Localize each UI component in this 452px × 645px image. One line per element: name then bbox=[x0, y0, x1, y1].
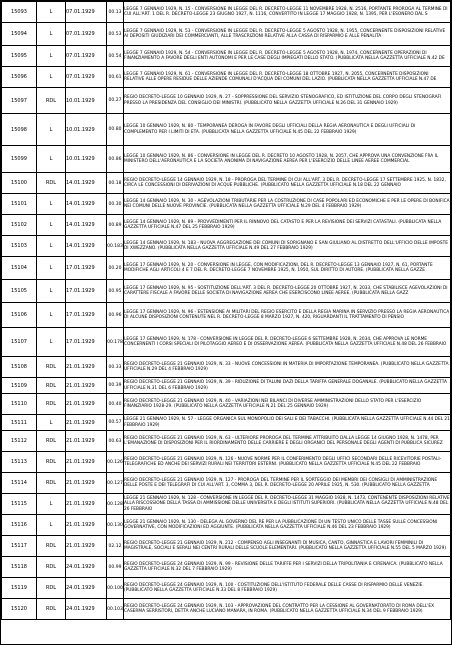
act-type-cell: L bbox=[37, 303, 66, 328]
table-row bbox=[2, 515, 451, 536]
act-date-cell: 07.01.1929 bbox=[66, 2, 107, 23]
act-description-cell: LEGGE 7 GENNAIO 1929, N. 15 - CONVERSIONE IN LEGGE DEL R. DECRETO-LEGGE 11 NOVEMBRE 1928, N. 2516, PORTANTE PROROGA AL TERMINE DI CUI ALL'ART. 1 DEL R. DECRETO-LEGGE 23 GIUGNO 1927, N. 1116, CONVERTITO IN LEGGE 17 MAGGIO 1928, N. 1395, PER L'ESONERO DAL S bbox=[124, 2, 451, 23]
act-date-cell: 21.01.1929 bbox=[66, 357, 107, 378]
act-description-cell: LEGGE 7 GENNAIO 1929, N. 61 - CONVERSIONE IN LEGGE DEL R. DECRETO-LEGGE 18 OTTOBRE 1927, N. 2055, CONCERNENTE DISPOSIZIONI RELATIVE ALLE OPERE RESIDUE DELLE AZIENDE COMUNALI D'ACQUA DEI COMUNI DEL LAZIO. (PUBBLICATA NELLA GAZZETTA UFFICIALE N.47 DE bbox=[124, 67, 451, 88]
act-date-cell: 07.01.1929 bbox=[66, 46, 107, 67]
act-description-cell: REGIO DECRETO-LEGGE 21 GENNAIO 1929, N. 33 - NUOVE CONCESSIONI IN MATERIA DI IMPORTAZIONE TEMPORANEA. (PUBBLICATO NELLA GAZZETTA UFFICIALE N.29 DEL 4 FEBBRAIO 1929) bbox=[124, 357, 451, 378]
act-date-cell: 21.01.1929 bbox=[66, 431, 107, 452]
record-number-cell: 15099 bbox=[2, 146, 37, 173]
table-row bbox=[2, 236, 451, 257]
act-type-cell: RDL bbox=[37, 557, 66, 578]
table-row bbox=[2, 303, 451, 328]
act-date-cell: 17.01.1929 bbox=[66, 257, 107, 280]
register-table-body bbox=[2, 2, 451, 620]
act-type-cell: RDL bbox=[37, 431, 66, 452]
act-date-cell: 07.01.1929 bbox=[66, 67, 107, 88]
act-date-cell: 24.01.1929 bbox=[66, 599, 107, 620]
act-description-cell: LEGGE 14 GENNAIO 1929, N. 30 - AGEVOLAZIONI TRIBUTARIE PER LA COSTRUZIONE DI CASE POPOLARI ED ECONOMICHE E PER LE OPERE DI BONIFICA NEI COMUNI DELLE NUOVE PROVINCIE. (PUBBLICATA NELLA GAZZETTA UFFICIALE N.29 DEL 4 FEBBRAIO 1929) bbox=[124, 194, 451, 215]
act-reference-cell: 00.103 bbox=[107, 599, 124, 620]
act-date-cell: 21.01.1929 bbox=[66, 452, 107, 473]
act-date-cell: 17.01.1929 bbox=[66, 328, 107, 357]
table-row bbox=[2, 328, 451, 357]
act-description-cell: LEGGE 17 GENNAIO 1929, N. 178 - CONVERSIONE IN LEGGE DEL R. DECRETO-LEGGE 6 SETTEMBRE 1928, N. 2034, CHE APPROVA LE NORME CONCERNENTI I CORSI SPECIALI DI PILOTAGGIO AEREO E DI OSSERVAZIONE AEREA. (PUBBLICATA NELLA GAZZETTA UFFICIALE N.48 DEL 26 FEBBRAIO bbox=[124, 328, 451, 357]
act-reference-cell: 00.89 bbox=[107, 215, 124, 236]
table-row bbox=[2, 146, 451, 173]
act-type-cell: L bbox=[37, 23, 66, 46]
table-row bbox=[2, 357, 451, 378]
record-number-cell: 15096 bbox=[2, 67, 37, 88]
table-row bbox=[2, 88, 451, 114]
record-number-cell: 15103 bbox=[2, 236, 37, 257]
act-description-cell: REGIO DECRETO-LEGGE 21 GENNAIO 1929, N. 63 - ULTERIORE PROROGA DEL TERMINE ATTRIBUITO DALLA LEGGE 14 GIUGNO 1928, N. 1478, PER L'EMANAZIONE DI DISPOSIZIONI PER IL RIORDINAMENTO DELLE CARRIERE E DEGLI ORGANICI DEL PERSONALE DEGLI AGENTI DI PUBBLICA SICUREZ bbox=[124, 431, 451, 452]
record-number-cell: 15104 bbox=[2, 257, 37, 280]
act-date-cell: 10.01.1929 bbox=[66, 114, 107, 146]
table-row bbox=[2, 394, 451, 415]
act-date-cell: 07.01.1929 bbox=[66, 23, 107, 46]
act-description-cell: REGIO DECRETO-LEGGE 24 GENNAIO 1929, N. 99 - REVISIONE DELLE TARIFFE PER I SERVIZI DELLA TRIPOLITANIA E CIRENAICA. (PUBBLICATO NELLA GAZZETTA UFFICIALE N.32 DEL 7 FEBBRAIO 1929) bbox=[124, 557, 451, 578]
record-number-cell: 15094 bbox=[2, 23, 37, 46]
table-row bbox=[2, 536, 451, 557]
act-date-cell: 21.01.1929 bbox=[66, 394, 107, 415]
act-reference-cell: 00.99 bbox=[107, 557, 124, 578]
act-description-cell: REGIO DECRETO-LEGGE 10 GENNAIO 1929, N. 27 - SOPPRESSIONE DEL SERVIZIO STENOGRAFICO, ED ISTITUZIONE DEL CORPO DEGLI STENOGRAFI PRESSO LA PRESIDENZA DEL CONSIGLIO DEI MINISTRI. (PUBBLICATO NELLA GAZZETTA UFFICIALE N.26 DEL 31 GENNAIO 1929) bbox=[124, 88, 451, 114]
act-reference-cell: 00.100 bbox=[107, 578, 124, 599]
table-row bbox=[2, 599, 451, 620]
act-description-cell: REGIO DECRETO-LEGGE 21 GENNAIO 1929, N. 126 - NUOVE NORME PER IL CONFERIMENTO DEGLI UFFICI SECONDARI DELLE RICEVITORIE POSTALI-TELEGRAFICHE ED ANCHE DEI SERVIZI RURALI NEI TERRITORI ESTERNI. (PUBBLICATO NELLA GAZZETTA UFFICIALE N.45 DEL 22 FEBBRAIO bbox=[124, 452, 451, 473]
act-date-cell: 14.01.1929 bbox=[66, 194, 107, 215]
act-date-cell: 21.01.1929 bbox=[66, 378, 107, 394]
act-type-cell: L bbox=[37, 280, 66, 303]
act-reference-cell: 00.27 bbox=[107, 88, 124, 114]
act-date-cell: 14.01.1929 bbox=[66, 236, 107, 257]
act-reference-cell: 00.96 bbox=[107, 303, 124, 328]
act-reference-cell: 00.183 bbox=[107, 236, 124, 257]
table-row bbox=[2, 67, 451, 88]
table-row bbox=[2, 452, 451, 473]
act-reference-cell: 00.178 bbox=[107, 328, 124, 357]
act-type-cell: L bbox=[37, 257, 66, 280]
act-description-cell: REGIO DECRETO-LEGGE 24 GENNAIO 1929, N. 100 - COSTITUZIONE DELL'ISTITUTO FEDERALE DELLE CASSE DI RISPARMIO DELLE VENEZIE. (PUBBLICATO NELLA GAZZETTA UFFICIALE N.33 DEL 8 FEBBRAIO 1929) bbox=[124, 578, 451, 599]
act-description-cell: LEGGE 17 GENNAIO 1929, N. 96 - ESTENSIONE AI MILITARI DEL REGIO ESERCITO E DELLA REGIA MARINA IN SERVIZIO PRESSO LA REGIA AERONAUTICA DI ALCUNE DISPOSIZIONI CONTENUTE NEL R. DECRETO-LEGGE 8 MARZO 1927, N. 420, RIGUARDANTI IL TRATTAMENTO DI PENSIO bbox=[124, 303, 451, 328]
act-type-cell: L bbox=[37, 194, 66, 215]
act-type-cell: RDL bbox=[37, 88, 66, 114]
record-number-cell: 15120 bbox=[2, 599, 37, 620]
record-number-cell: 15097 bbox=[2, 88, 37, 114]
record-number-cell: 15102 bbox=[2, 215, 37, 236]
act-description-cell: LEGGE 17 GENNAIO 1929, N. 20 - CONVERSIONE IN LEGGE, CON MODIFICAZIONI, DEL R. DECRETO-LEGGE 13 GENNAIO 1927, N. 61, PORTANTE MODIFICHE AGLI ARTICOLI 4 E 7 DEL R. DECRETO-LEGGE 7 NOVEMBRE 1925, N. 1950, SUL DIRITTO DI AUTORE. (PUBBLICATA NELLA GAZZE bbox=[124, 257, 451, 280]
act-reference-cell: 00.54 bbox=[107, 46, 124, 67]
record-number-cell: 15108 bbox=[2, 357, 37, 378]
act-description-cell: LEGGE 21 GENNAIO 1929, N. 128 - CONVERSIONE IN LEGGE DEL R. DECRETO-LEGGE 31 MAGGIO 1928, N. 1473, CONTENENTE DISPOSIZIONI RELATIVE ALLA RISCOSSIONE DELLA TASSA DI AMMISSIONE DELLE UNIVERSITA E DEGLI ISTITUTI SUPERIORI. (PUBBLICATA NELLA GAZZETTA UFFICIALE N.48 DEL 26 FEBBRAIO bbox=[124, 494, 451, 515]
act-date-cell: 21.01.1929 bbox=[66, 473, 107, 494]
act-reference-cell: 02.12 bbox=[107, 536, 124, 557]
act-description-cell: REGIO DECRETO-LEGGE 21 GENNAIO 1929, N. 127 - PROROGA DEL TERMINE PER IL SORTEGGIO DEI MEMBRI DEI CONSIGLI DI AMMINISTRAZIONE DELLE POSTE E DEI TELEGRAFI DI CUI ALL'ART. 3, COMMA 3, DEL R. DECRETO-LEGGE 20 APRILE 1925, N. 530. (PUBBLICATO NELLA GAZZETTA bbox=[124, 473, 451, 494]
record-number-cell: 15114 bbox=[2, 473, 37, 494]
act-description-cell: LEGGE 14 GENNAIO 1929, N. 183 - NUOVA AGGREGAZIONE DEI COMUNI DI SORIGNANO E SAN GIULIANO AL DISTRETTO DELL'UFFICIO DELLE IMPOSTE DI XWEZZANO. (PUBBLICATA NELLA GAZZETTA UFFICIALE N.49 DEL 27 FEBBRAIO 1929) bbox=[124, 236, 451, 257]
act-type-cell: L bbox=[37, 67, 66, 88]
act-reference-cell: 00.126 bbox=[107, 452, 124, 473]
table-row bbox=[2, 431, 451, 452]
act-date-cell: 21.01.1929 bbox=[66, 536, 107, 557]
record-number-cell: 15116 bbox=[2, 515, 37, 536]
record-number-cell: 15119 bbox=[2, 578, 37, 599]
act-type-cell: RDL bbox=[37, 452, 66, 473]
act-description-cell: LEGGE 10 GENNAIO 1929, N. 80 - TEMPORANEA DEROGA IN FAVORE DEGLI UFFICIALI DELLA REGIA AERONAUTICA E DEGLI UFFICIALI DI COMPLEMENTO PER I LIMITI DI ETA. (PUBBLICATA NELLA GAZZETTA UFFICIALE N.45 DEL 22 FEBBRAIO 1929) bbox=[124, 114, 451, 146]
act-reference-cell: 00.95 bbox=[107, 280, 124, 303]
act-reference-cell: 00.39 bbox=[107, 378, 124, 394]
record-number-cell: 15106 bbox=[2, 303, 37, 328]
act-reference-cell: 00.130 bbox=[107, 515, 124, 536]
act-description-cell: LEGGE 10 GENNAIO 1929, N. 86 - CONVERSIONE IN LEGGE DEL R. DECRETO 10 AGOSTO 1928, N. 2057, CHE APPROVA UNA CONVENZIONE FRA IL MINISTERO DELL'AERONAUTICA E LA SOCIETA ANONIMA DI NAVIGAZIONE AEREA PER L'ESERCIZIO DELLE LINEE AEREE COMMERCIAL bbox=[124, 146, 451, 173]
table-row bbox=[2, 173, 451, 194]
record-number-cell: 15115 bbox=[2, 494, 37, 515]
act-date-cell: 17.01.1929 bbox=[66, 303, 107, 328]
act-type-cell: L bbox=[37, 415, 66, 431]
record-number-cell: 15107 bbox=[2, 328, 37, 357]
act-type-cell: L bbox=[37, 494, 66, 515]
act-type-cell: RDL bbox=[37, 599, 66, 620]
act-type-cell: L bbox=[37, 236, 66, 257]
act-description-cell: LEGGE 21 GENNAIO 1929, N. 130 - DELEGA AL GOVERNO DEL RE PER LA PUBBLICAZIONE DI UN TESTO UNICO DELLE TASSE SULLE CONCESSIONI GOVERNATIVE, CON MODIFICAZIONI ED AGGIUNTE. (PUBBLICATA NELLA GAZZETTA UFFICIALE N.46 DEL 23 FEBBRAIO 1929) bbox=[124, 515, 451, 536]
act-type-cell: RDL bbox=[37, 578, 66, 599]
act-reference-cell: 00.80 bbox=[107, 114, 124, 146]
record-number-cell: 15112 bbox=[2, 431, 37, 452]
act-reference-cell: 00.53 bbox=[107, 23, 124, 46]
table-row bbox=[2, 557, 451, 578]
act-date-cell: 21.01.1929 bbox=[66, 415, 107, 431]
record-number-cell: 15113 bbox=[2, 452, 37, 473]
act-description-cell: REGIO DECRETO-LEGGE 21 GENNAIO 1929, N. 212 - COMPENSO AGLI INSEGNANTI DI MUSICA, CANTO, GINNASTICA E LAVORI FEMMINILI DI MAGISTRALE, SOCIALI E SERALI NEI CENTRI RURALI DELLE SCUOLE ELEMENTARI. (PUBBLICATO NELLA GAZZETTA UFFICIALE N.55 DEL 5 MARZO 1929) bbox=[124, 536, 451, 557]
act-date-cell: 24.01.1929 bbox=[66, 578, 107, 599]
table-row bbox=[2, 257, 451, 280]
act-type-cell: L bbox=[37, 46, 66, 67]
act-reference-cell: 00.86 bbox=[107, 146, 124, 173]
table-row bbox=[2, 578, 451, 599]
record-number-cell: 15110 bbox=[2, 394, 37, 415]
act-type-cell: L bbox=[37, 146, 66, 173]
table-row bbox=[2, 194, 451, 215]
act-reference-cell: 00.127 bbox=[107, 473, 124, 494]
act-type-cell: RDL bbox=[37, 378, 66, 394]
record-number-cell: 15117 bbox=[2, 536, 37, 557]
act-description-cell: LEGGE 14 GENNAIO 1929, N. 89 - PROVVEDIMENTI PER IL RINNOVO DEL CATASTO E PER LA REVISIONE DEI SERVIZI CATASTALI. (PUBBLICATA NELLA GAZZETTA UFFICIALE N.47 DEL 25 FEBBRAIO 1929) bbox=[124, 215, 451, 236]
table-row bbox=[2, 378, 451, 394]
table-row bbox=[2, 2, 451, 23]
record-number-cell: 15109 bbox=[2, 378, 37, 394]
table-row bbox=[2, 415, 451, 431]
record-number-cell: 15118 bbox=[2, 557, 37, 578]
act-description-cell: REGIO DECRETO-LEGGE 14 GENNAIO 1929, N. 18 - PROROGA DEL TERMINE DI CUI ALL'ART. 3 DEL R. DECRETO-LEGGE 17 SETTEMBRE 1925, N. 1832, CIRCA LE CONCESSIONI DI DERIVAZIONI DI ACQUE PUBBLICHE. (PUBBLICATO NELLA GAZZETTA UFFICIALE N.18 DEL 22 GENNAIO bbox=[124, 173, 451, 194]
record-number-cell: 15093 bbox=[2, 2, 37, 23]
act-date-cell: 21.01.1929 bbox=[66, 494, 107, 515]
legislation-register-table bbox=[1, 1, 451, 620]
act-date-cell: 10.01.1929 bbox=[66, 146, 107, 173]
record-number-cell: 15101 bbox=[2, 194, 37, 215]
act-reference-cell: 00.13 bbox=[107, 2, 124, 23]
table-row bbox=[2, 494, 451, 515]
act-description-cell: LEGGE 21 GENNAIO 1929, N. 57 - LEGGE ORGANICA SUL MONOPOLIO DEI SALI E DEI TABACCHI. (PUBBLICATA NELLA GAZZETTA UFFICIALE N.44 DEL 21 FEBBRAIO 1929) bbox=[124, 415, 451, 431]
act-description-cell: REGIO DECRETO-LEGGE 24 GENNAIO 1929, N. 103 - APPROVAZIONE DEL CONTRATTO PER LA CESSIONE AL GOVERNATORATO DI ROMA DELL'EX CASERMA SERRISTORI, DETTA ANCHE LUCIANO MANARA, IN ROMA. (PUBBLICATO NELLA GAZZETTA UFFICIALE N.34 DEL 9 FEBBRAIO 1929) bbox=[124, 599, 451, 620]
act-reference-cell: 00.128 bbox=[107, 494, 124, 515]
act-reference-cell: 00.57 bbox=[107, 415, 124, 431]
act-reference-cell: 00.61 bbox=[107, 67, 124, 88]
table-row bbox=[2, 23, 451, 46]
act-type-cell: L bbox=[37, 515, 66, 536]
act-type-cell: L bbox=[37, 215, 66, 236]
act-reference-cell: 00.33 bbox=[107, 357, 124, 378]
act-description-cell: LEGGE 7 GENNAIO 1929, N. 53 - CONVERSIONE IN LEGGE DEL R. DECRETO-LEGGE 5 AGOSTO 1928, N. 1955, CONCERNENTE DISPOSIZIONI RELATIVE AI DEPOSITI GIUDIZIARI DEI COMMERCIANTI, ALLE TRASCRIZIONI RELATIVE ALLA CASSA DI RISPARMIO E ALLE PENALITA bbox=[124, 23, 451, 46]
act-description-cell: LEGGE 7 GENNAIO 1929, N. 54 - CONVERSIONE IN LEGGE DEL R. DECRETO-LEGGE 5 AGOSTO 1928, N. 1974, CONCERNENTE OPERAZIONI DI FINANZIAMENTO A FAVORE DEGLI ENTI AUTONOMI E PER LE CASE DEGLI IMPIEGATI DELLO STATO. (PUBBLICATA NELLA GAZZETTA UFFICIALE N.42 DE bbox=[124, 46, 451, 67]
act-date-cell: 14.01.1929 bbox=[66, 215, 107, 236]
act-type-cell: RDL bbox=[37, 473, 66, 494]
act-date-cell: 17.01.1929 bbox=[66, 280, 107, 303]
act-date-cell: 21.01.1929 bbox=[66, 515, 107, 536]
table-row bbox=[2, 114, 451, 146]
table-row bbox=[2, 473, 451, 494]
act-reference-cell: 00.30 bbox=[107, 194, 124, 215]
act-type-cell: RDL bbox=[37, 357, 66, 378]
record-number-cell: 15095 bbox=[2, 46, 37, 67]
table-row bbox=[2, 215, 451, 236]
act-reference-cell: 00.63 bbox=[107, 431, 124, 452]
act-date-cell: 14.01.1929 bbox=[66, 173, 107, 194]
record-number-cell: 15105 bbox=[2, 280, 37, 303]
act-type-cell: L bbox=[37, 328, 66, 357]
record-number-cell: 15100 bbox=[2, 173, 37, 194]
record-number-cell: 15111 bbox=[2, 415, 37, 431]
table-row bbox=[2, 46, 451, 67]
act-type-cell: RDL bbox=[37, 173, 66, 194]
act-reference-cell: 00.40 bbox=[107, 394, 124, 415]
act-type-cell: L bbox=[37, 2, 66, 23]
act-description-cell: REGIO DECRETO-LEGGE 21 GENNAIO 1929, N. 39 - RIDUZIONE DI TALUNI DAZI DELLA TARIFFA GENERALE DOGANALE. (PUBBLICATO NELLA GAZZETTA UFFICIALE N.31 DEL 6 FEBBRAIO 1929) bbox=[124, 378, 451, 394]
act-description-cell: LEGGE 17 GENNAIO 1929, N. 95 - SOSTITUZIONE DELL'ART. 3 DEL R. DECRETO-LEGGE 20 OTTOBRE 1927, N. 2033, CHE STABILISCE AGEVOLAZIONI DI CARATTERE FISCALE A FAVORE DELLE SOCIETA DI NAVIGAZIONE AEREA CHE ESERCISCONO LINEE AEREE. (PUBBLICATA NELLA GAZZ bbox=[124, 280, 451, 303]
table-row bbox=[2, 280, 451, 303]
act-date-cell: 24.01.1929 bbox=[66, 557, 107, 578]
act-type-cell: RDL bbox=[37, 394, 66, 415]
act-reference-cell: 00.18 bbox=[107, 173, 124, 194]
record-number-cell: 15098 bbox=[2, 114, 37, 146]
act-type-cell: L bbox=[37, 114, 66, 146]
act-reference-cell: 00.20 bbox=[107, 257, 124, 280]
act-date-cell: 10.01.1929 bbox=[66, 88, 107, 114]
act-type-cell: RDL bbox=[37, 536, 66, 557]
act-description-cell: REGIO DECRETO-LEGGE 21 GENNAIO 1929, N. 40 - VARIAZIONI NEI BILANCI DI DIVERSE AMMINISTRAZIONI DELLO STATO PER L'ESERCIZIO FINANZIARIO 1928-29. (PUBBLICATO NELLA GAZZETTA UFFICIALE N.21 DEL 25 GENNAIO 1929) bbox=[124, 394, 451, 415]
